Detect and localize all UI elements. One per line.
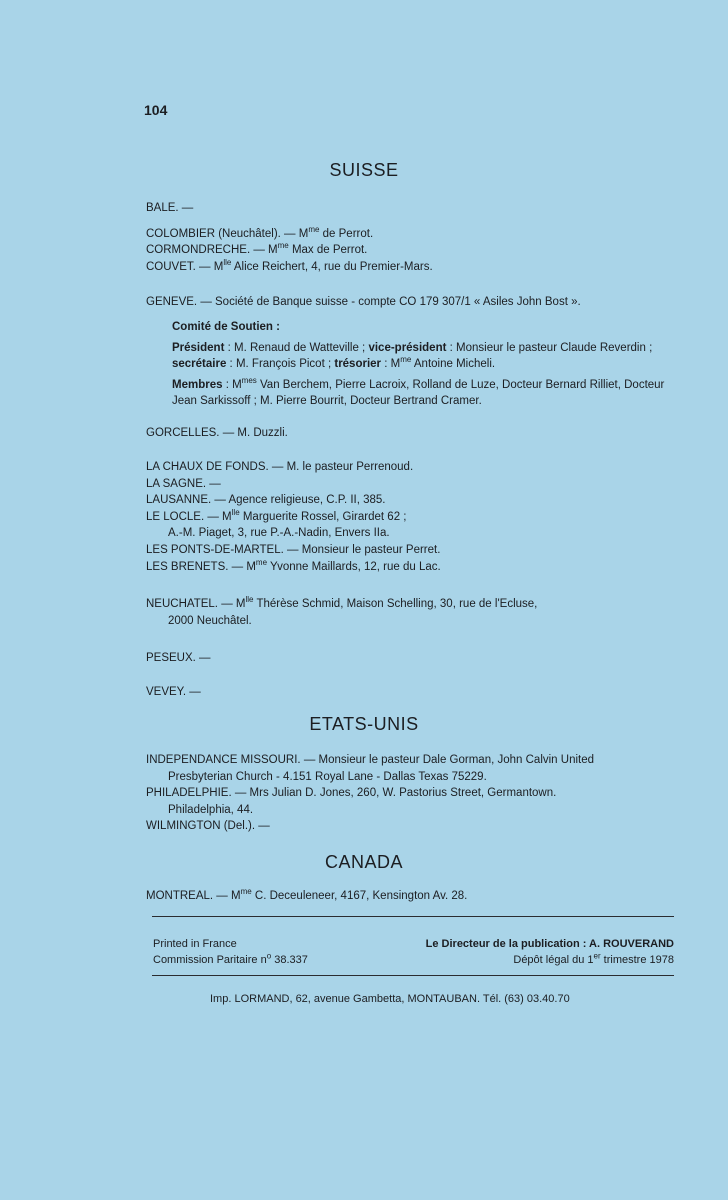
comite-label: Comité de Soutien : xyxy=(172,321,280,333)
divider-bottom xyxy=(152,975,674,976)
entry-cormondreche: CORMONDRECHE. — $M^{me}$ Max de Perrot. xyxy=(146,241,368,257)
entry-neuchatel-2: 2000 Neuchâtel. xyxy=(168,614,252,627)
printed-in-france: Printed in France xyxy=(153,938,237,950)
entry-les-brenets: LES BRENETS. — $M^{me}$ Yvonne Maillards, 12, rue du Lac. xyxy=(146,557,441,573)
commission-paritaire: Commission Paritaire $n^o$ 38.337 xyxy=(153,951,308,966)
entry-couvet: COUVET. — $M^{lle}$ Alice Reichert, 4, rue du Premier-Mars. xyxy=(146,257,433,273)
entry-la-sagne: LA SAGNE. — xyxy=(146,477,221,490)
entry-lausanne: LAUSANNE. — Agence religieuse, C.P. II, 385. xyxy=(146,494,386,507)
suisse-entries-2 xyxy=(146,459,676,575)
entry-le-locle: LE LOCLE. — $M^{lle}$ Marguerite Rossel, Girardet 62 ; xyxy=(146,507,407,523)
suisse-entry-gorcelles xyxy=(146,425,676,442)
section-heading-suisse: SUISSE xyxy=(329,160,399,180)
entry-vevey: VEVEY. — xyxy=(146,686,201,698)
entry-philadelphie: PHILADELPHIE. — Mrs Julian D. Jones, 260, W. Pastorius Street, Germantown. xyxy=(146,787,557,800)
entry-independance: INDEPENDANCE MISSOURI. — Monsieur le pasteur Dale Gorman, John Calvin United xyxy=(146,754,595,766)
entry-independance-2: Presbyterian Church - 4.151 Royal Lane - Dallas Texas 75229. xyxy=(168,770,487,783)
entry-bale: BALE. — xyxy=(146,202,194,214)
entry-ponts-de-martel: LES PONTS-DE-MARTEL. — Monsieur le pasteur Perret. xyxy=(146,543,441,556)
suisse-entry-vevey xyxy=(146,684,676,701)
entry-peseux: PESEUX. — xyxy=(146,652,211,664)
entry-wilmington: WILMINGTON (Del.). — xyxy=(146,820,270,833)
entry-montreal: MONTREAL. — $M^{me}$ C. Deceuleneer, 4167, Kensington Av. 28. xyxy=(146,887,468,902)
comite-de-soutien xyxy=(172,319,672,414)
etats-unis-entries xyxy=(146,752,676,835)
entry-geneve: GENEVE. — Société de Banque suisse - compte CO 179 307/1 « Asiles John Bost ». xyxy=(146,296,581,308)
directeur-publication: Le Directeur de la publication : A. ROUVERAND xyxy=(425,938,674,950)
divider-top xyxy=(152,916,674,917)
entry-colombier: COLOMBIER (Neuchâtel). — $M^{me}$ de Perrot. xyxy=(146,224,374,240)
suisse-entry-neuchatel xyxy=(146,596,676,629)
entry-le-locle-2: A.-M. Piaget, 3, rue P.-A.-Nadin, Envers IIa. xyxy=(168,527,390,540)
suisse-entry-peseux xyxy=(146,650,676,667)
section-heading-canada: CANADA xyxy=(324,852,403,872)
section-heading-etats-unis: ETATS-UNIS xyxy=(309,714,419,734)
footer-right xyxy=(426,936,674,968)
entry-gorcelles: GORCELLES. — M. Duzzli. xyxy=(146,427,288,439)
suisse-entry-geneve xyxy=(146,294,676,311)
suisse-entries-1 xyxy=(146,200,676,275)
comite-officers: Président : M. Renaud de Watteville ; vice-président : Monsieur le pasteur Claude Reverdin ; secrétaire : M. François Picot ; trésorier : $M^{me}$ Antoine Micheli. xyxy=(172,341,653,370)
comite-membres: Membres : $M^{mes}$ Van Berchem, Pierre Lacroix, Rolland de Luze, Docteur Bernard Rilliet, Docteur Jean Sarkissoff ; M. Pierre Bourrit, Docteur Bertrand Cramer. xyxy=(172,375,665,407)
entry-philadelphie-2: Philadelphia, 44. xyxy=(168,803,254,816)
canada-entries xyxy=(146,888,676,905)
page-number: 104 xyxy=(144,102,168,118)
depot-legal: Dépôt légal du 1er trimestre 1978 xyxy=(513,951,674,966)
entry-chaux-de-fonds: LA CHAUX DE FONDS. — M. le pasteur Perrenoud. xyxy=(146,461,414,473)
imprimeur-line: Imp. LORMAND, 62, avenue Gambetta, MONTAUBAN. Tél. (63) 03.40.70 xyxy=(210,993,570,1005)
footer-left xyxy=(153,936,308,968)
entry-neuchatel: NEUCHATEL. — $M^{lle}$ Thérèse Schmid, Maison Schelling, 30, rue de l'Ecluse, xyxy=(146,595,538,610)
